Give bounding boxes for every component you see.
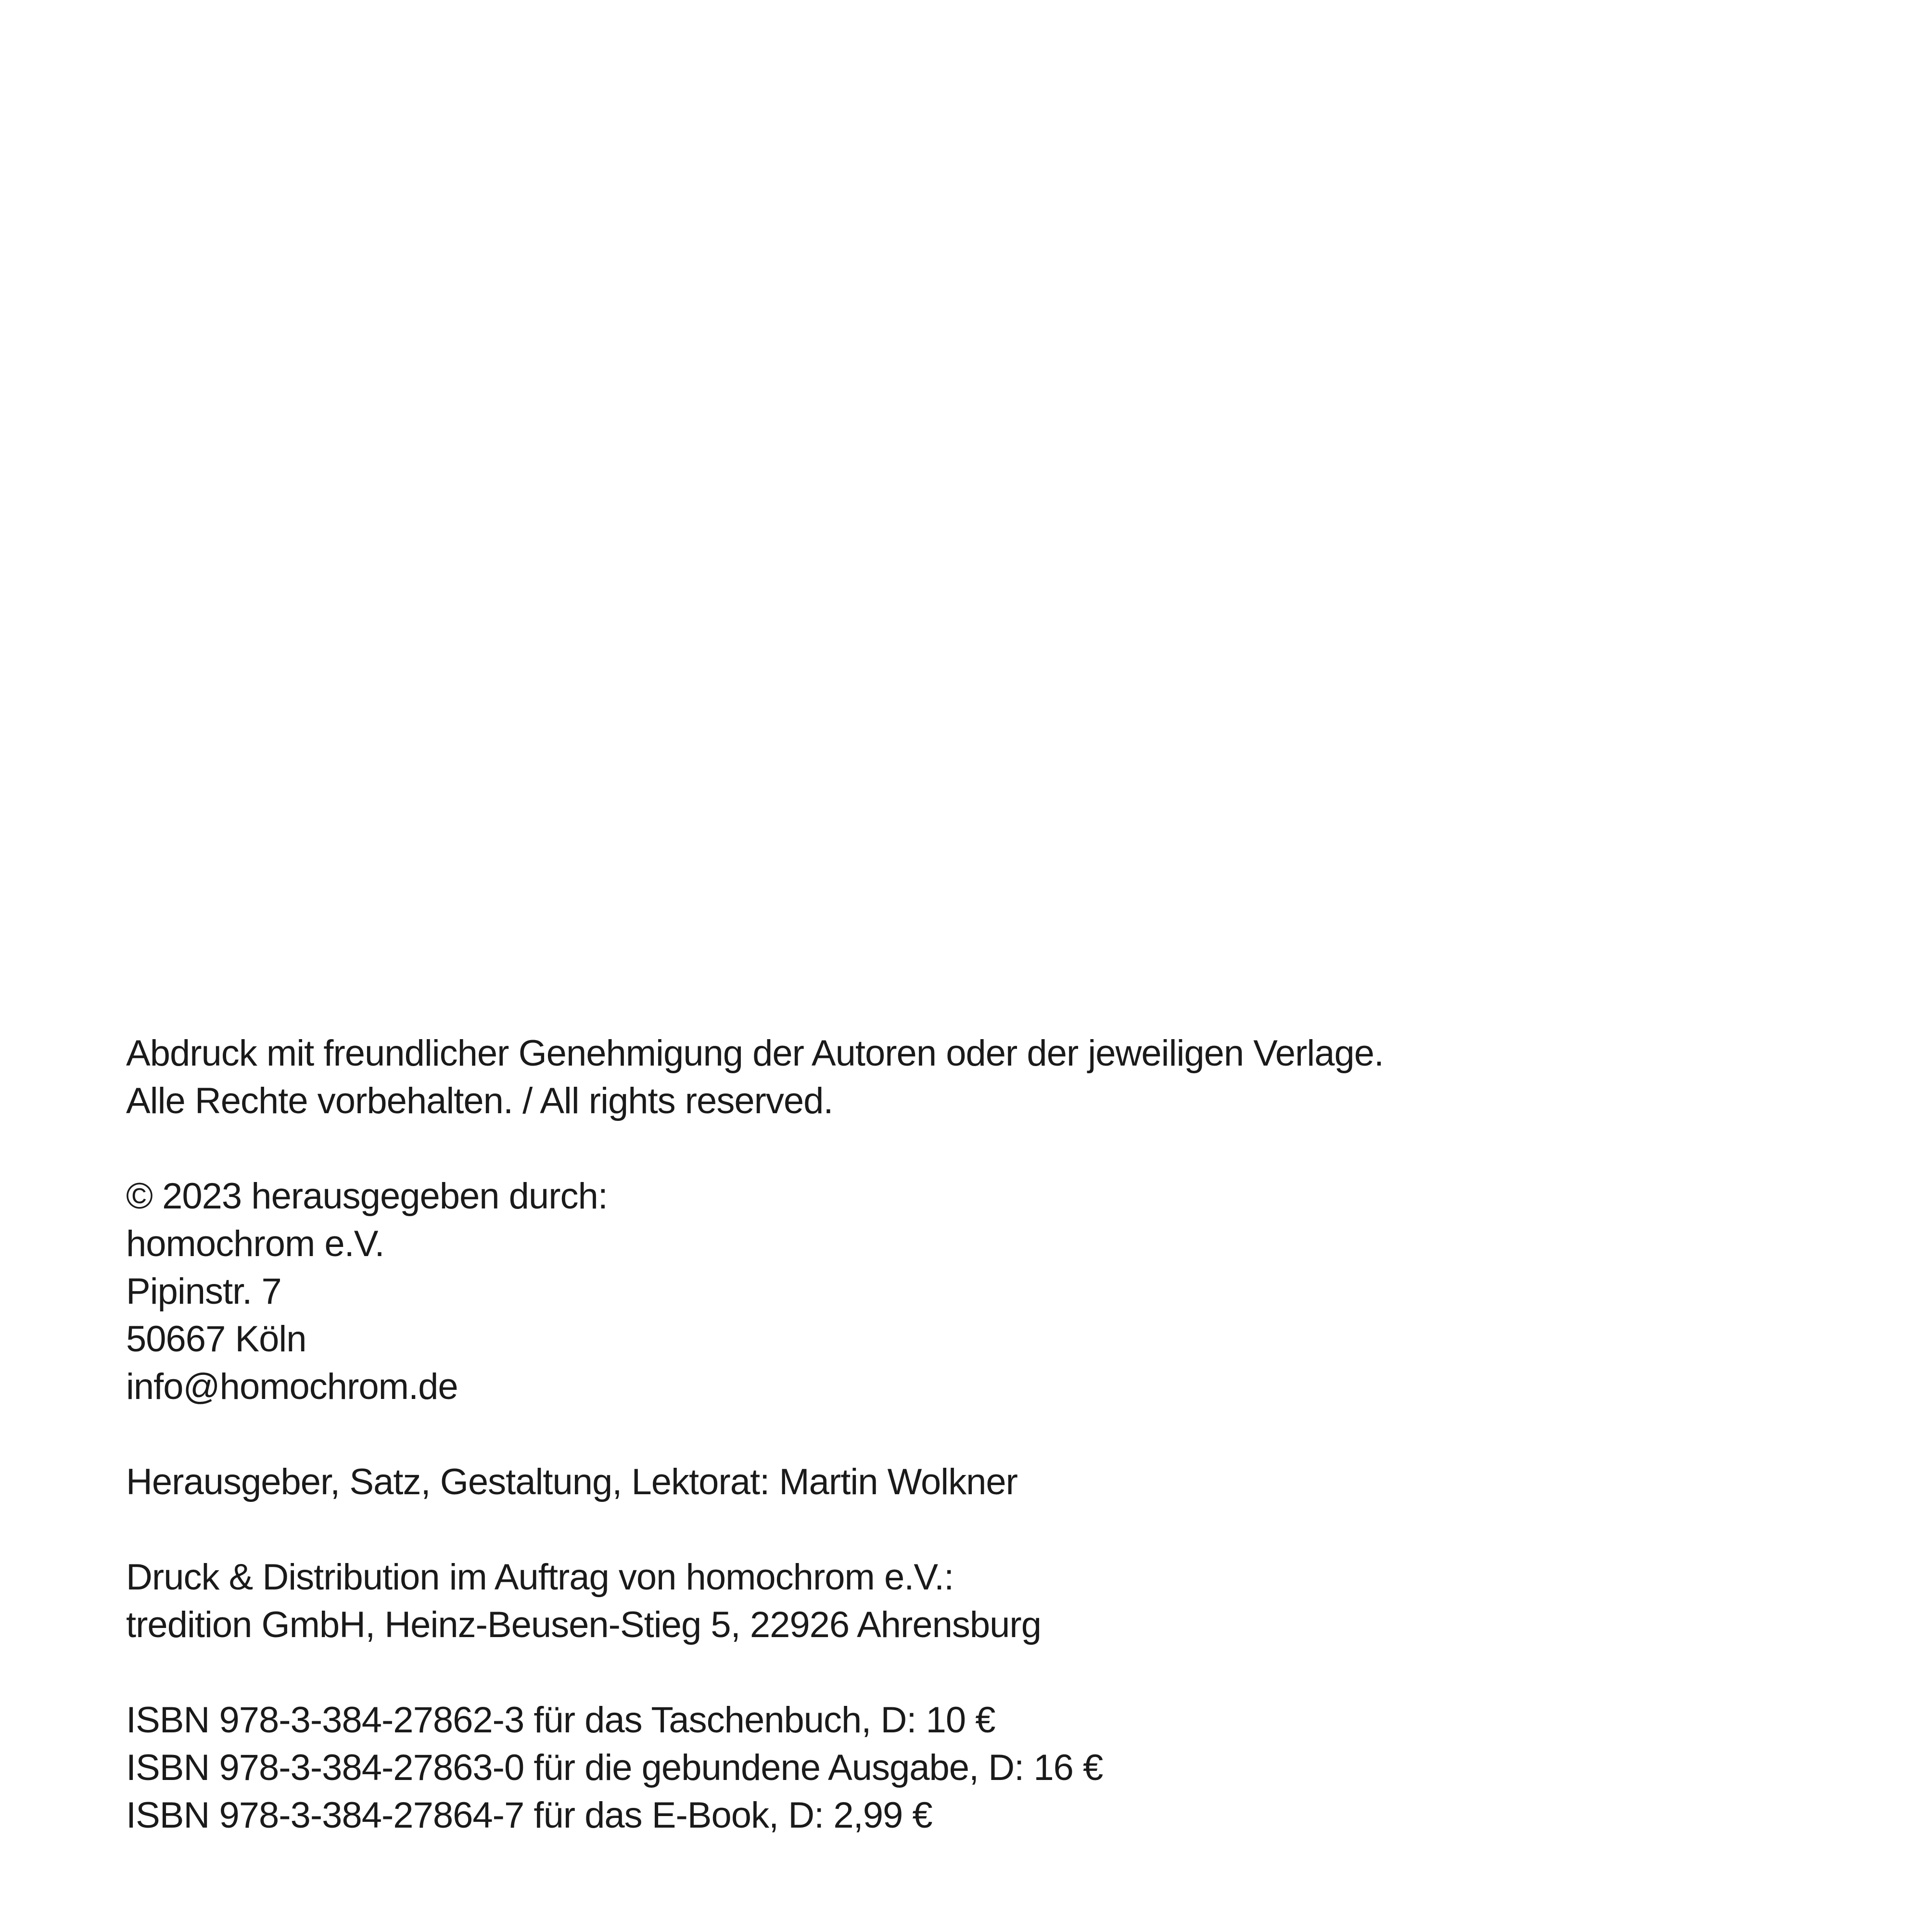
rights-permission-text: Abdruck mit freundlicher Genehmigung der Autoren oder der jeweiligen Verlage. bbox=[126, 1033, 1384, 1074]
spacer bbox=[126, 1125, 1810, 1172]
publisher-email-line bbox=[126, 1363, 1810, 1411]
isbn-hardcover: ISBN 978-3-384-27863-0 für die gebundene Ausgabe, D: 16 € bbox=[126, 1747, 1103, 1788]
copyright-line: © 2023 herausgegeben durch: bbox=[126, 1176, 608, 1217]
isbn-ebook: ISBN 978-3-384-27864-7 für das E-Book, D: 2,99 € bbox=[126, 1795, 932, 1836]
publisher-name: homochrom e.V. bbox=[126, 1223, 384, 1264]
rights-reserved-text: Alle Rechte vorbehalten. / All rights reserved. bbox=[126, 1080, 833, 1121]
editor-credit: Herausgeber, Satz, Gestaltung, Lektorat: Martin Wolkner bbox=[126, 1462, 1017, 1502]
publisher-email-link[interactable]: info@homochrom.de bbox=[126, 1366, 458, 1407]
isbn-paperback: ISBN 978-3-384-27862-3 für das Taschenbuch, D: 10 € bbox=[126, 1700, 995, 1741]
spacer bbox=[126, 1506, 1810, 1553]
imprint-block bbox=[126, 1030, 1810, 1839]
spacer bbox=[126, 1411, 1810, 1458]
publisher-city: 50667 Köln bbox=[126, 1319, 306, 1360]
publisher-street: Pipinstr. 7 bbox=[126, 1271, 281, 1312]
printing-commission: Druck & Distribution im Auftrag von homochrom e.V.: bbox=[126, 1557, 954, 1598]
spacer bbox=[126, 1649, 1810, 1696]
printer-address: tredition GmbH, Heinz-Beusen-Stieg 5, 22926 Ahrensburg bbox=[126, 1604, 1041, 1645]
